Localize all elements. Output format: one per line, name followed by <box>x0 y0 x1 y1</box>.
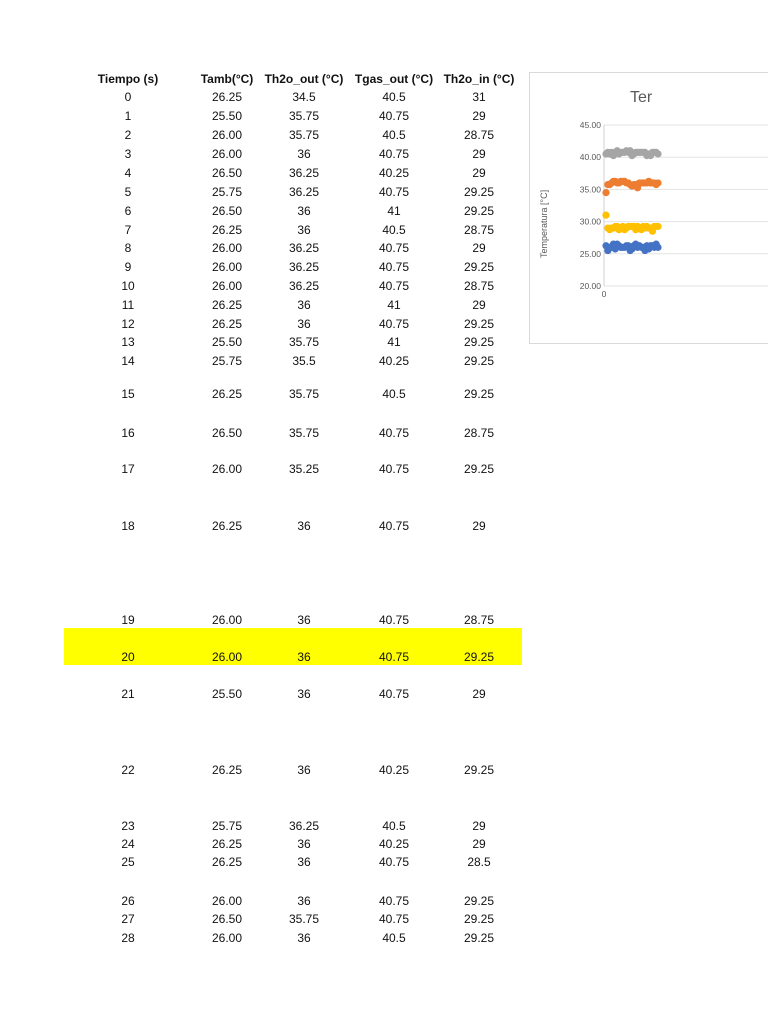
cell-th2o-out: 35.75 <box>288 426 320 440</box>
cell-tamb: 26.25 <box>211 855 243 869</box>
cell-tamb: 25.50 <box>211 335 243 349</box>
cell-th2o-out: 35.75 <box>288 109 320 123</box>
data-point-series-1 <box>602 189 609 196</box>
y-tick-label: 35.00 <box>579 184 601 195</box>
cell-tgas-out: 40.75 <box>378 687 410 701</box>
cell-th2o-in: 29.25 <box>463 462 495 476</box>
cell-th2o-in: 28.5 <box>467 855 491 869</box>
cell-tgas-out: 40.5 <box>382 90 406 104</box>
cell-tgas-out: 40.75 <box>378 894 410 908</box>
cell-tamb: 26.00 <box>211 260 243 274</box>
cell-th2o-out: 35.75 <box>288 335 320 349</box>
y-tick-label: 25.00 <box>579 248 601 259</box>
cell-tgas-out: 40.75 <box>378 855 410 869</box>
cell-tgas-out: 40.5 <box>382 931 406 945</box>
cell-th2o-out: 36 <box>297 147 311 161</box>
cell-tamb: 25.50 <box>211 109 243 123</box>
cell-th2o-in: 29.25 <box>463 354 495 368</box>
cell-th2o-in: 29.25 <box>463 260 495 274</box>
cell-th2o-in: 29.25 <box>463 650 495 664</box>
cell-tiempo: 6 <box>124 204 132 218</box>
cell-th2o-out: 36 <box>297 317 311 331</box>
cell-tamb: 26.00 <box>211 650 243 664</box>
cell-th2o-in: 29 <box>472 687 486 701</box>
cell-th2o-in: 29 <box>472 837 486 851</box>
cell-tgas-out: 40.75 <box>378 519 410 533</box>
cell-tiempo: 0 <box>124 90 132 104</box>
cell-th2o-out: 36 <box>297 931 311 945</box>
cell-tamb: 26.00 <box>211 241 243 255</box>
y-tick-label: 30.00 <box>579 216 601 227</box>
header-tamb: Tamb(°C) <box>200 72 254 86</box>
cell-tgas-out: 40.75 <box>378 650 410 664</box>
cell-tgas-out: 40.75 <box>378 462 410 476</box>
cell-tiempo: 5 <box>124 185 132 199</box>
cell-tamb: 26.00 <box>211 128 243 142</box>
cell-th2o-out: 36 <box>297 855 311 869</box>
cell-th2o-out: 36 <box>297 223 311 237</box>
cell-tamb: 26.00 <box>211 613 243 627</box>
cell-tiempo: 16 <box>121 426 135 440</box>
cell-tgas-out: 40.75 <box>378 260 410 274</box>
cell-tgas-out: 40.75 <box>378 241 410 255</box>
y-tick-label: 45.00 <box>579 120 601 130</box>
cell-th2o-in: 31 <box>472 90 486 104</box>
cell-tgas-out: 40.25 <box>378 837 410 851</box>
cell-tgas-out: 40.5 <box>382 223 406 237</box>
cell-tgas-out: 40.25 <box>378 354 410 368</box>
cell-th2o-in: 29 <box>472 109 486 123</box>
cell-th2o-in: 28.75 <box>463 613 495 627</box>
cell-th2o-out: 36.25 <box>288 279 320 293</box>
cell-tamb: 26.50 <box>211 912 243 926</box>
cell-tiempo: 13 <box>121 335 135 349</box>
cell-th2o-out: 36 <box>297 613 311 627</box>
cell-tamb: 26.50 <box>211 204 243 218</box>
header-tgas-out: Tgas_out (°C) <box>354 72 434 86</box>
cell-th2o-in: 29.25 <box>463 931 495 945</box>
cell-tiempo: 21 <box>121 687 135 701</box>
cell-tgas-out: 40.75 <box>378 426 410 440</box>
y-tick-label: 40.00 <box>579 152 601 163</box>
cell-th2o-out: 35.75 <box>288 387 320 401</box>
chart-title: Ter <box>630 89 653 106</box>
cell-th2o-out: 36.25 <box>288 819 320 833</box>
cell-tamb: 26.25 <box>211 763 243 777</box>
cell-tamb: 26.50 <box>211 166 243 180</box>
cell-tamb: 26.00 <box>211 279 243 293</box>
cell-th2o-out: 36.25 <box>288 166 320 180</box>
cell-tgas-out: 40.75 <box>378 317 410 331</box>
cell-th2o-in: 29.25 <box>463 912 495 926</box>
cell-th2o-in: 28.75 <box>463 223 495 237</box>
header-th2o-out: Th2o_out (°C) <box>264 72 344 86</box>
cell-tiempo: 19 <box>121 613 135 627</box>
cell-tamb: 26.50 <box>211 426 243 440</box>
header-th2o-in: Th2o_in (°C) <box>443 72 515 86</box>
data-point-series-2 <box>654 150 661 157</box>
cell-th2o-out: 36 <box>297 204 311 218</box>
cell-tamb: 25.75 <box>211 185 243 199</box>
cell-th2o-out: 36 <box>297 763 311 777</box>
cell-th2o-out: 35.25 <box>288 462 320 476</box>
cell-tiempo: 7 <box>124 223 132 237</box>
cell-tamb: 26.00 <box>211 894 243 908</box>
cell-tgas-out: 40.75 <box>378 613 410 627</box>
cell-tamb: 26.25 <box>211 90 243 104</box>
cell-tiempo: 1 <box>124 109 132 123</box>
cell-tiempo: 12 <box>121 317 135 331</box>
cell-tgas-out: 41 <box>387 335 401 349</box>
cell-tamb: 26.25 <box>211 223 243 237</box>
cell-tamb: 26.00 <box>211 462 243 476</box>
cell-tiempo: 27 <box>121 912 135 926</box>
cell-tgas-out: 40.25 <box>378 166 410 180</box>
cell-tamb: 25.75 <box>211 819 243 833</box>
cell-th2o-out: 35.75 <box>288 128 320 142</box>
cell-th2o-out: 34.5 <box>292 90 316 104</box>
cell-th2o-out: 36 <box>297 650 311 664</box>
data-point-series-0 <box>654 244 661 251</box>
cell-th2o-out: 36 <box>297 298 311 312</box>
cell-th2o-in: 29.25 <box>463 185 495 199</box>
cell-th2o-out: 36.25 <box>288 260 320 274</box>
cell-tamb: 26.25 <box>211 298 243 312</box>
cell-th2o-out: 36 <box>297 519 311 533</box>
x-tick-label: 0 <box>601 289 607 299</box>
cell-tiempo: 22 <box>121 763 135 777</box>
cell-tgas-out: 41 <box>387 204 401 218</box>
cell-tgas-out: 40.5 <box>382 128 406 142</box>
cell-th2o-out: 36 <box>297 894 311 908</box>
cell-tiempo: 18 <box>121 519 135 533</box>
cell-th2o-in: 29.25 <box>463 335 495 349</box>
cell-tgas-out: 40.5 <box>382 387 406 401</box>
cell-th2o-in: 29 <box>472 147 486 161</box>
cell-tamb: 26.25 <box>211 387 243 401</box>
cell-tgas-out: 40.75 <box>378 185 410 199</box>
cell-tgas-out: 40.5 <box>382 819 406 833</box>
cell-th2o-in: 29 <box>472 298 486 312</box>
cell-tamb: 25.50 <box>211 687 243 701</box>
cell-th2o-out: 36.25 <box>288 241 320 255</box>
cell-tiempo: 4 <box>124 166 132 180</box>
cell-th2o-in: 29 <box>472 819 486 833</box>
cell-th2o-in: 28.75 <box>463 426 495 440</box>
data-point-series-3 <box>602 212 609 219</box>
cell-tiempo: 11 <box>121 298 135 312</box>
cell-tiempo: 20 <box>121 650 135 664</box>
cell-th2o-in: 29 <box>472 166 486 180</box>
cell-th2o-in: 29.25 <box>463 894 495 908</box>
cell-tiempo: 9 <box>124 260 132 274</box>
cell-th2o-in: 29.25 <box>463 387 495 401</box>
cell-th2o-in: 29.25 <box>463 763 495 777</box>
cell-th2o-in: 28.75 <box>463 279 495 293</box>
data-point-series-1 <box>654 179 661 186</box>
cell-tiempo: 25 <box>121 855 135 869</box>
cell-th2o-out: 36 <box>297 837 311 851</box>
cell-tiempo: 17 <box>121 462 135 476</box>
temperature-chart[interactable] <box>529 72 768 344</box>
cell-th2o-out: 36.25 <box>288 185 320 199</box>
header-tiempo: Tiempo (s) <box>97 72 159 86</box>
cell-tgas-out: 40.75 <box>378 147 410 161</box>
cell-tamb: 25.75 <box>211 354 243 368</box>
cell-tamb: 26.00 <box>211 931 243 945</box>
cell-tiempo: 3 <box>124 147 132 161</box>
cell-tiempo: 15 <box>121 387 135 401</box>
cell-tiempo: 24 <box>121 837 135 851</box>
cell-tgas-out: 40.75 <box>378 109 410 123</box>
cell-tiempo: 2 <box>124 128 132 142</box>
data-point-series-3 <box>654 223 661 230</box>
cell-tgas-out: 40.75 <box>378 279 410 293</box>
cell-th2o-in: 28.75 <box>463 128 495 142</box>
cell-th2o-out: 36 <box>297 687 311 701</box>
cell-th2o-in: 29 <box>472 241 486 255</box>
cell-th2o-in: 29.25 <box>463 317 495 331</box>
cell-tgas-out: 40.25 <box>378 763 410 777</box>
cell-tamb: 26.25 <box>211 317 243 331</box>
cell-th2o-out: 35.5 <box>292 354 316 368</box>
y-tick-label: 20.00 <box>579 281 601 291</box>
cell-tamb: 26.25 <box>211 519 243 533</box>
cell-tiempo: 8 <box>124 241 132 255</box>
cell-tiempo: 14 <box>121 354 135 368</box>
cell-tiempo: 26 <box>121 894 135 908</box>
y-axis-label: Temperatura [°C] <box>539 189 549 258</box>
cell-tgas-out: 40.75 <box>378 912 410 926</box>
cell-tamb: 26.00 <box>211 147 243 161</box>
cell-th2o-out: 35.75 <box>288 912 320 926</box>
cell-tamb: 26.25 <box>211 837 243 851</box>
cell-tiempo: 28 <box>121 931 135 945</box>
cell-tiempo: 23 <box>121 819 135 833</box>
cell-tiempo: 10 <box>121 279 135 293</box>
cell-th2o-in: 29.25 <box>463 204 495 218</box>
cell-th2o-in: 29 <box>472 519 486 533</box>
chart-plot <box>530 73 768 343</box>
cell-tgas-out: 41 <box>387 298 401 312</box>
